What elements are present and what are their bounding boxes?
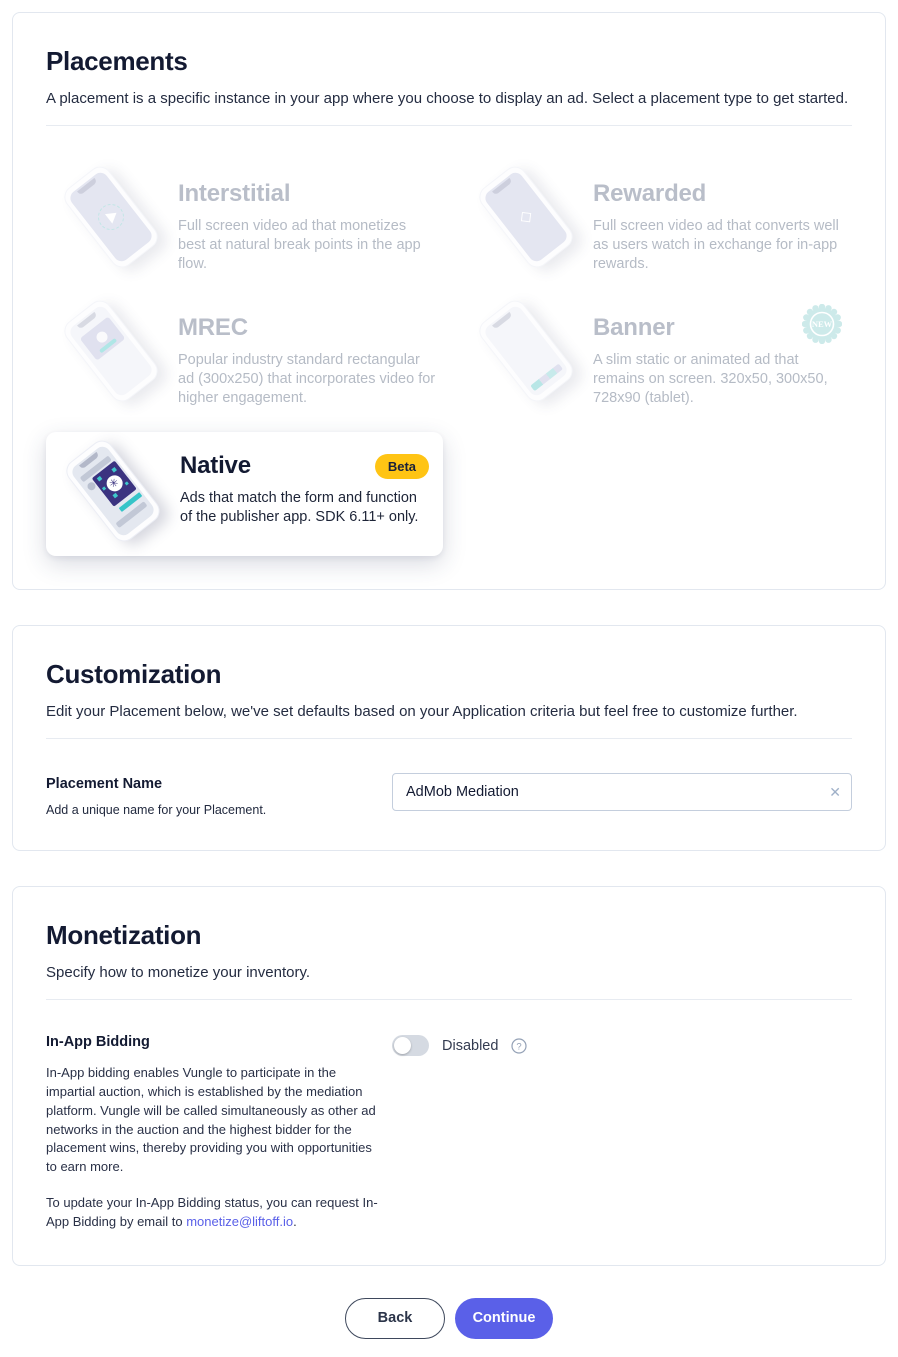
placement-name-input[interactable] [392,773,852,811]
placements-subtitle: A placement is a specific instance in your app where you choose to display an ad. Select a placement type to get started. [46,90,849,107]
banner-label: Banner [593,314,675,341]
in-app-bidding-row [46,1034,852,1232]
beta-badge: Beta [375,454,429,479]
placement-name-row [46,773,852,817]
placement-type-native[interactable] [46,432,443,556]
svg-text:?: ? [516,1040,523,1052]
monetization-title: Monetization [46,920,202,950]
placement-type-interstitial[interactable] [46,164,443,286]
placement-type-grid [46,164,852,556]
toggle-knob [394,1037,411,1054]
help-icon[interactable] [511,1038,527,1054]
monetization-card [12,886,886,1266]
rewarded-description: Full screen video ad that converts well as users watch in exchange for in-app rewards. [593,218,839,273]
placements-title: Placements [46,46,188,76]
interstitial-label: Interstitial [178,180,291,207]
in-app-bidding-status: Disabled [442,1037,499,1054]
banner-description: A slim static or animated ad that remains on screen. 320x50, 300x50, 728x90 (tablet). [593,352,828,407]
mrec-phone-illustration [46,298,178,410]
svg-text:NEW: NEW [811,319,833,330]
placement-type-rewarded[interactable] [461,164,852,286]
monetization-subtitle: Specify how to monetize your inventory. [46,964,311,981]
placement-type-banner[interactable] [461,298,852,420]
mrec-description: Popular industry standard rectangular ad (300x250) that incorporates video for higher engagement. [178,352,436,407]
placement-name-label: Placement Name [46,776,163,792]
shutter-icon: ✳ [103,472,125,494]
new-badge-icon [802,304,842,344]
customization-card [12,625,886,851]
interstitial-description: Full screen video ad that monetizes best at natural break points in the app flow. [178,218,421,273]
native-phone-illustration [48,438,180,550]
native-label: Native [180,452,251,479]
in-app-bidding-label: In-App Bidding [46,1034,150,1050]
gem-icon: ◇ [514,204,537,228]
mrec-label: MREC [178,314,248,341]
rewarded-label: Rewarded [593,180,707,207]
divider [46,738,852,739]
in-app-bidding-toggle[interactable] [392,1035,429,1056]
continue-button[interactable]: Continue [455,1298,553,1339]
divider [46,999,852,1000]
in-app-bidding-update-note: To update your In-App Bidding status, you can request In-App Bidding by email to monetize@liftoff.io. [46,1195,378,1229]
interstitial-phone-illustration [46,164,178,276]
divider [46,125,852,126]
customization-title: Customization [46,659,222,689]
rewarded-phone-illustration [461,164,593,276]
placement-name-helper: Add a unique name for your Placement. [46,803,267,817]
customization-subtitle: Edit your Placement below, we've set defaults based on your Application criteria but feel free to customize further. [46,703,798,720]
banner-phone-illustration [461,298,593,410]
in-app-bidding-description: In-App bidding enables Vungle to participate in the impartial auction, which is established by the mediation platform. Vungle will be called simultaneously as other ad networks in the auction and the highest bidder for the placement wins, thereby providing you with opportunities to earn more. [46,1065,376,1175]
monetize-email-link[interactable]: monetize@liftoff.io [186,1213,294,1229]
back-button[interactable]: Back [345,1298,445,1339]
native-description: Ads that match the form and function of the publisher app. SDK 6.11+ only. [180,490,419,526]
clear-input-icon[interactable]: ✕ [829,784,841,800]
placement-type-mrec[interactable] [46,298,443,420]
placements-card [12,12,886,590]
footer-actions [0,1298,898,1339]
